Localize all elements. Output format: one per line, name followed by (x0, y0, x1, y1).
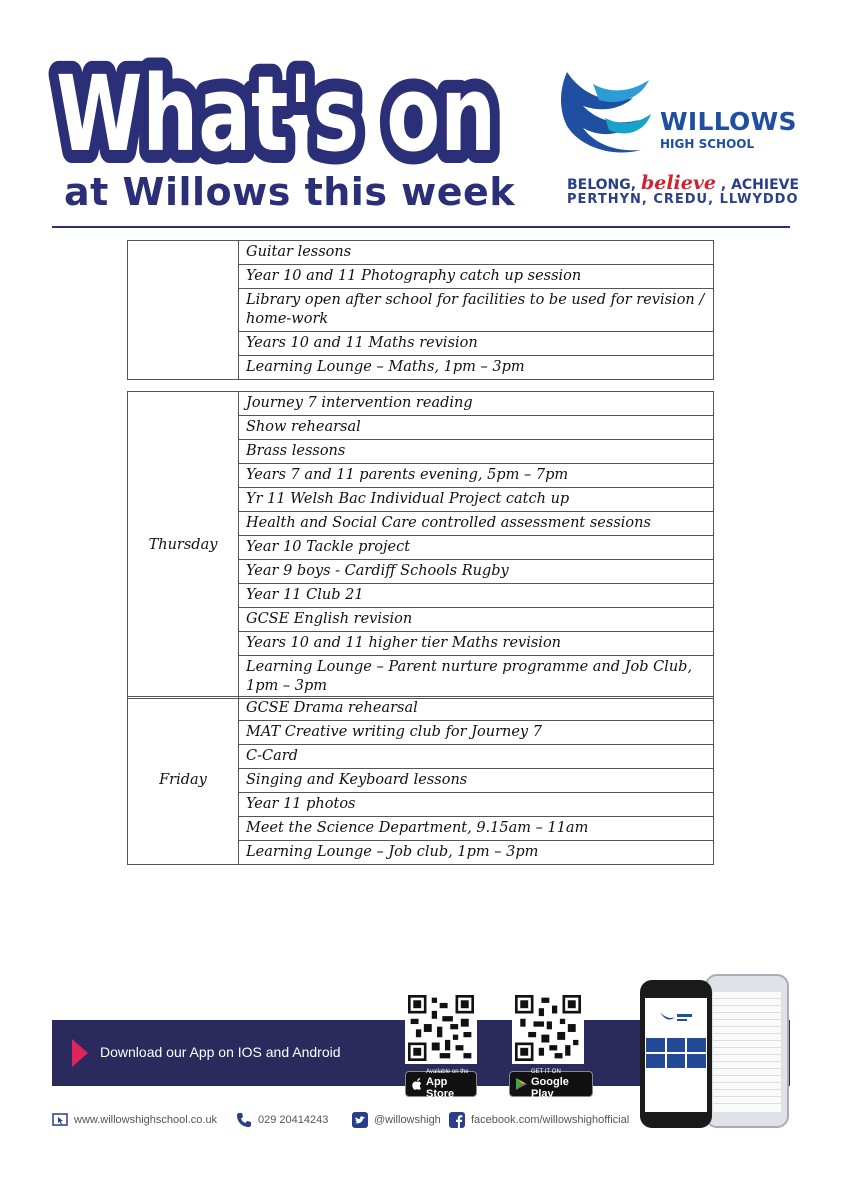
motto-believe: believe (640, 172, 716, 194)
qr-code-google-play-icon[interactable] (512, 992, 584, 1064)
day-label: Friday (128, 697, 239, 865)
activity-item: Year 11 photos (239, 793, 714, 817)
app-store-label: App Store (426, 1075, 455, 1100)
school-type: HIGH SCHOOL (660, 137, 755, 151)
phone-mockup-android (705, 974, 789, 1128)
twitter-text: @willowshigh (374, 1114, 441, 1126)
page-subtitle: at Willows this week (64, 170, 516, 214)
activity-item: Library open after school for facilities to be used for revision / home-work (239, 289, 714, 332)
phone-text: 029 20414243 (258, 1114, 329, 1126)
table-row (128, 697, 714, 721)
page-title (52, 44, 512, 174)
school-motto (567, 172, 799, 194)
activity-item: Learning Lounge – Parent nurture programme and Job Club, 1pm – 3pm (239, 656, 714, 699)
google-play-button[interactable] (509, 1068, 593, 1100)
activity-item: Year 11 Club 21 (239, 584, 714, 608)
arrow-icon (72, 1039, 88, 1067)
activity-item: Show rehearsal (239, 416, 714, 440)
phone-icon (236, 1112, 252, 1128)
phone-mockup-iphone (640, 980, 712, 1128)
activity-item: Meet the Science Department, 9.15am – 11am (239, 817, 714, 841)
schedule-table (127, 240, 714, 380)
activity-item: Learning Lounge – Job club, 1pm – 3pm (239, 841, 714, 865)
app-store-button[interactable] (405, 1068, 477, 1100)
page-title-text: What's on (56, 53, 496, 175)
motto-prefix: BELONG, (567, 177, 637, 193)
google-play-label: Google Play (531, 1075, 569, 1100)
activity-item: Years 10 and 11 higher tier Maths revision (239, 632, 714, 656)
activity-item: Years 10 and 11 Maths revision (239, 332, 714, 356)
activity-item: Singing and Keyboard lessons (239, 769, 714, 793)
google-play-icon (516, 1078, 527, 1090)
activity-item: Brass lessons (239, 440, 714, 464)
activity-item: Yr 11 Welsh Bac Individual Project catch up (239, 488, 714, 512)
activity-item: Years 7 and 11 parents evening, 5pm – 7pm (239, 464, 714, 488)
activity-item: Guitar lessons (239, 241, 714, 265)
app-download-text: Download our App on IOS and Android (100, 1044, 341, 1060)
twitter-icon (352, 1112, 368, 1128)
activity-item: Learning Lounge – Maths, 1pm – 3pm (239, 356, 714, 380)
qr-code-app-store-icon[interactable] (405, 992, 477, 1064)
activity-item: Journey 7 intervention reading (239, 392, 714, 416)
table-row (128, 241, 714, 265)
header-divider (52, 226, 790, 228)
activity-item: Year 9 boys - Cardiff Schools Rugby (239, 560, 714, 584)
facebook-icon (449, 1112, 465, 1128)
activity-item: Year 10 Tackle project (239, 536, 714, 560)
schedule-table (127, 391, 714, 699)
app-store-small-label: Available on the (426, 1068, 469, 1075)
school-logo-icon (553, 66, 663, 156)
twitter-contact[interactable] (352, 1112, 441, 1128)
google-play-small-label: GET IT ON (531, 1068, 561, 1075)
cursor-icon (52, 1112, 68, 1128)
website-text: www.willowshighschool.co.uk (74, 1114, 218, 1126)
activity-item: GCSE English revision (239, 608, 714, 632)
motto-suffix: , ACHIEVE (720, 177, 800, 193)
day-label: Thursday (128, 392, 239, 699)
phone-contact[interactable] (236, 1112, 328, 1128)
activity-item: Year 10 and 11 Photography catch up session (239, 265, 714, 289)
activity-item: C-Card (239, 745, 714, 769)
school-name: WILLOWS (660, 107, 797, 136)
activity-item: MAT Creative writing club for Journey 7 (239, 721, 714, 745)
activity-item: GCSE Drama rehearsal (239, 697, 714, 721)
apple-icon (412, 1078, 422, 1090)
facebook-text: facebook.com/willowshighofficial (471, 1114, 630, 1126)
website-contact[interactable] (52, 1112, 217, 1128)
app-logo-icon (659, 1010, 693, 1026)
schedule-table (127, 696, 714, 865)
activity-item: Health and Social Care controlled assessment sessions (239, 512, 714, 536)
facebook-contact[interactable] (449, 1112, 629, 1128)
school-motto-welsh: PERTHYN, CREDU, LLWYDDO (567, 192, 799, 207)
table-row (128, 392, 714, 416)
day-label (128, 241, 239, 380)
